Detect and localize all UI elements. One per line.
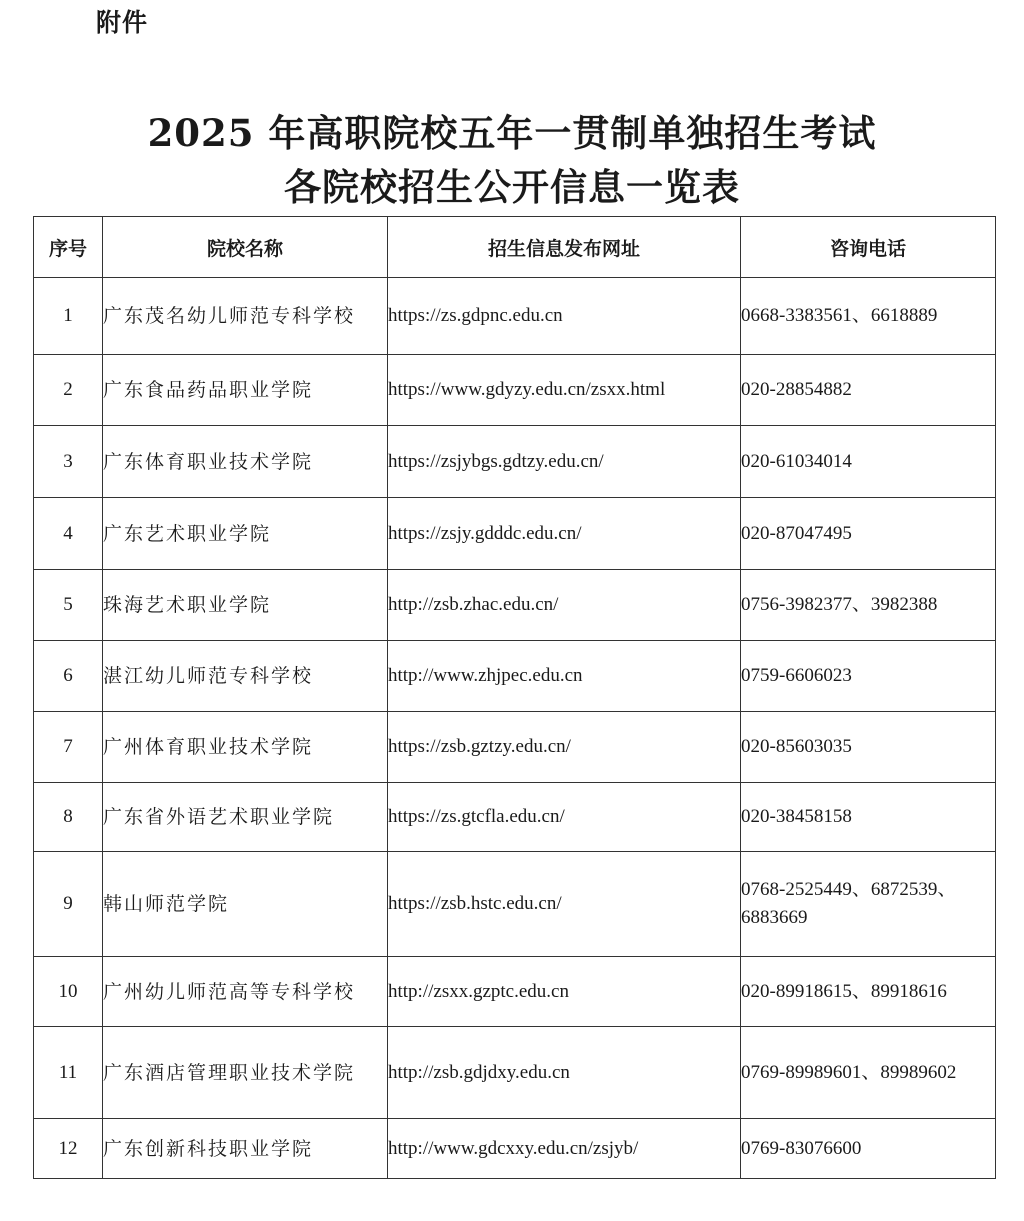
row-index: 12 [34, 1119, 103, 1179]
table-row [34, 1027, 996, 1119]
table-row [34, 641, 996, 712]
column-header-website: 招生信息发布网址 [388, 217, 741, 278]
column-header-index: 序号 [34, 217, 103, 278]
website-url: https://zsjy.gdddc.edu.cn/ [388, 498, 741, 570]
row-index: 6 [34, 641, 103, 712]
website-url: https://zsb.hstc.edu.cn/ [388, 852, 741, 957]
table-row [34, 570, 996, 641]
phone-number: 020-87047495 [741, 498, 996, 570]
phone-number: 020-61034014 [741, 426, 996, 498]
table-row [34, 355, 996, 426]
phone-number: 0769-89989601、89989602 [741, 1027, 996, 1119]
row-index: 10 [34, 957, 103, 1027]
column-header-school-name: 院校名称 [103, 217, 388, 278]
website-url: http://www.zhjpec.edu.cn [388, 641, 741, 712]
school-name: 韩山师范学院 [103, 852, 388, 957]
attachment-label: 附件 [96, 8, 149, 37]
table-row [34, 1119, 996, 1179]
document-title-line-2: 各院校招生公开信息一览表 [284, 165, 740, 209]
phone-number: 0768-2525449、6872539、6883669 [741, 852, 996, 957]
website-url: https://zs.gdpnc.edu.cn [388, 278, 741, 355]
row-index: 7 [34, 712, 103, 783]
phone-number: 0769-83076600 [741, 1119, 996, 1179]
website-url: https://zsjybgs.gdtzy.edu.cn/ [388, 426, 741, 498]
website-url: http://zsb.zhac.edu.cn/ [388, 570, 741, 641]
school-name: 广东食品药品职业学院 [103, 355, 388, 426]
table-row [34, 498, 996, 570]
website-url: http://zsb.gdjdxy.edu.cn [388, 1027, 741, 1119]
column-header-phone: 咨询电话 [741, 217, 996, 278]
phone-number: 0759-6606023 [741, 641, 996, 712]
school-name: 广东艺术职业学院 [103, 498, 388, 570]
phone-number: 0756-3982377、3982388 [741, 570, 996, 641]
school-name: 广东省外语艺术职业学院 [103, 783, 388, 852]
website-url: https://zs.gtcfla.edu.cn/ [388, 783, 741, 852]
website-url: https://www.gdyzy.edu.cn/zsxx.html [388, 355, 741, 426]
phone-number: 020-38458158 [741, 783, 996, 852]
phone-number: 0668-3383561、6618889 [741, 278, 996, 355]
table-row [34, 278, 996, 355]
table-row [34, 957, 996, 1027]
phone-number: 020-85603035 [741, 712, 996, 783]
table-row [34, 712, 996, 783]
table-row [34, 426, 996, 498]
row-index: 1 [34, 278, 103, 355]
school-name: 广州幼儿师范高等专科学校 [103, 957, 388, 1027]
table-row [34, 852, 996, 957]
row-index: 3 [34, 426, 103, 498]
document-title-line-1: 2025 年高职院校五年一贯制单独招生考试 [147, 111, 877, 155]
row-index: 8 [34, 783, 103, 852]
school-name: 广州体育职业技术学院 [103, 712, 388, 783]
row-index: 2 [34, 355, 103, 426]
phone-number: 020-28854882 [741, 355, 996, 426]
row-index: 11 [34, 1027, 103, 1119]
row-index: 9 [34, 852, 103, 957]
school-name: 广东体育职业技术学院 [103, 426, 388, 498]
school-name: 湛江幼儿师范专科学校 [103, 641, 388, 712]
school-name: 珠海艺术职业学院 [103, 570, 388, 641]
table-row [34, 783, 996, 852]
school-name: 广东茂名幼儿师范专科学校 [103, 278, 388, 355]
table-header-row [34, 217, 996, 278]
school-name: 广东酒店管理职业技术学院 [103, 1027, 388, 1119]
school-name: 广东创新科技职业学院 [103, 1119, 388, 1179]
website-url: http://www.gdcxxy.edu.cn/zsjyb/ [388, 1119, 741, 1179]
row-index: 5 [34, 570, 103, 641]
website-url: https://zsb.gztzy.edu.cn/ [388, 712, 741, 783]
phone-number: 020-89918615、89918616 [741, 957, 996, 1027]
row-index: 4 [34, 498, 103, 570]
website-url: http://zsxx.gzptc.edu.cn [388, 957, 741, 1027]
admission-info-table [33, 216, 996, 1179]
